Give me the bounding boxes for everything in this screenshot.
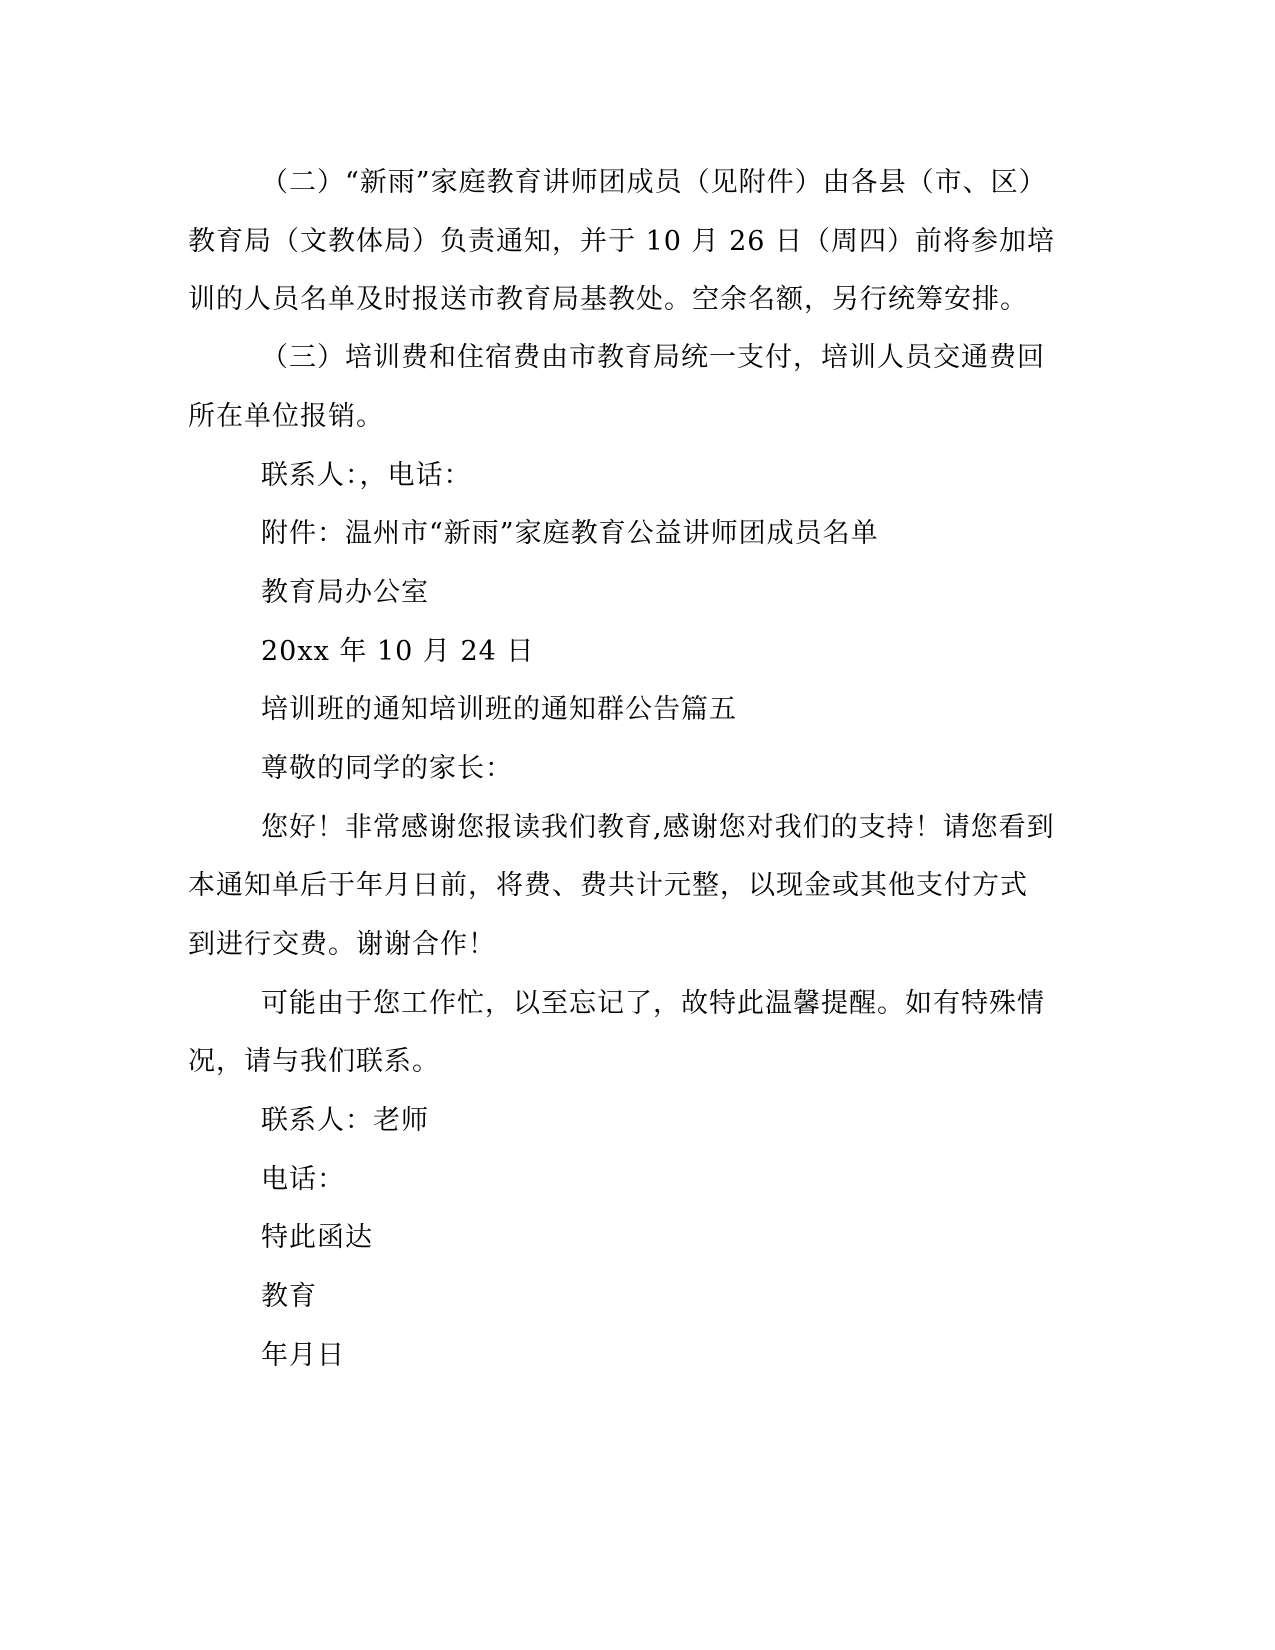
contact-phone: 电话： xyxy=(261,1164,345,1195)
paragraph-line: （二）“新雨”家庭教育讲师团成员（见附件）由各县（市、区） xyxy=(261,167,1047,198)
contact-person: 联系人：老师 xyxy=(261,1105,429,1136)
salutation: 尊敬的同学的家长： xyxy=(261,753,513,784)
paragraph-line: （三）培训费和住宿费由市教育局统一支付，培训人员交通费回 xyxy=(261,342,1045,373)
section-heading: 培训班的通知培训班的通知群公告篇五 xyxy=(261,694,737,725)
paragraph-line: 训的人员名单及时报送市教育局基教处。空余名额，另行统筹安排。 xyxy=(188,284,1028,315)
contact-line: 联系人：，电话： xyxy=(261,460,472,491)
signature-name: 教育 xyxy=(261,1281,317,1312)
signature-date: 20xx 年 10 月 24 日 xyxy=(261,636,535,667)
paragraph-line: 况，请与我们联系。 xyxy=(188,1046,440,1077)
paragraph-line: 可能由于您工作忙，以至忘记了，故特此温馨提醒。如有特殊情 xyxy=(261,988,1045,1019)
attachment-line: 附件：温州市“新雨”家庭教育公益讲师团成员名单 xyxy=(261,518,879,549)
signature-office: 教育局办公室 xyxy=(261,577,429,608)
paragraph-line: 您好！非常感谢您报读我们教育,感谢您对我们的支持！请您看到 xyxy=(261,812,1055,843)
paragraph-line: 到进行交费。谢谢合作！ xyxy=(188,929,496,960)
closing-line: 特此函达 xyxy=(261,1222,373,1253)
paragraph-line: 教育局（文教体局）负责通知，并于 10 月 26 日（周四）前将参加培 xyxy=(188,226,1056,257)
paragraph-line: 本通知单后于年月日前，将费、费共计元整，以现金或其他支付方式 xyxy=(188,870,1028,901)
paragraph-line: 所在单位报销。 xyxy=(188,401,384,432)
signature-date: 年月日 xyxy=(261,1340,345,1371)
